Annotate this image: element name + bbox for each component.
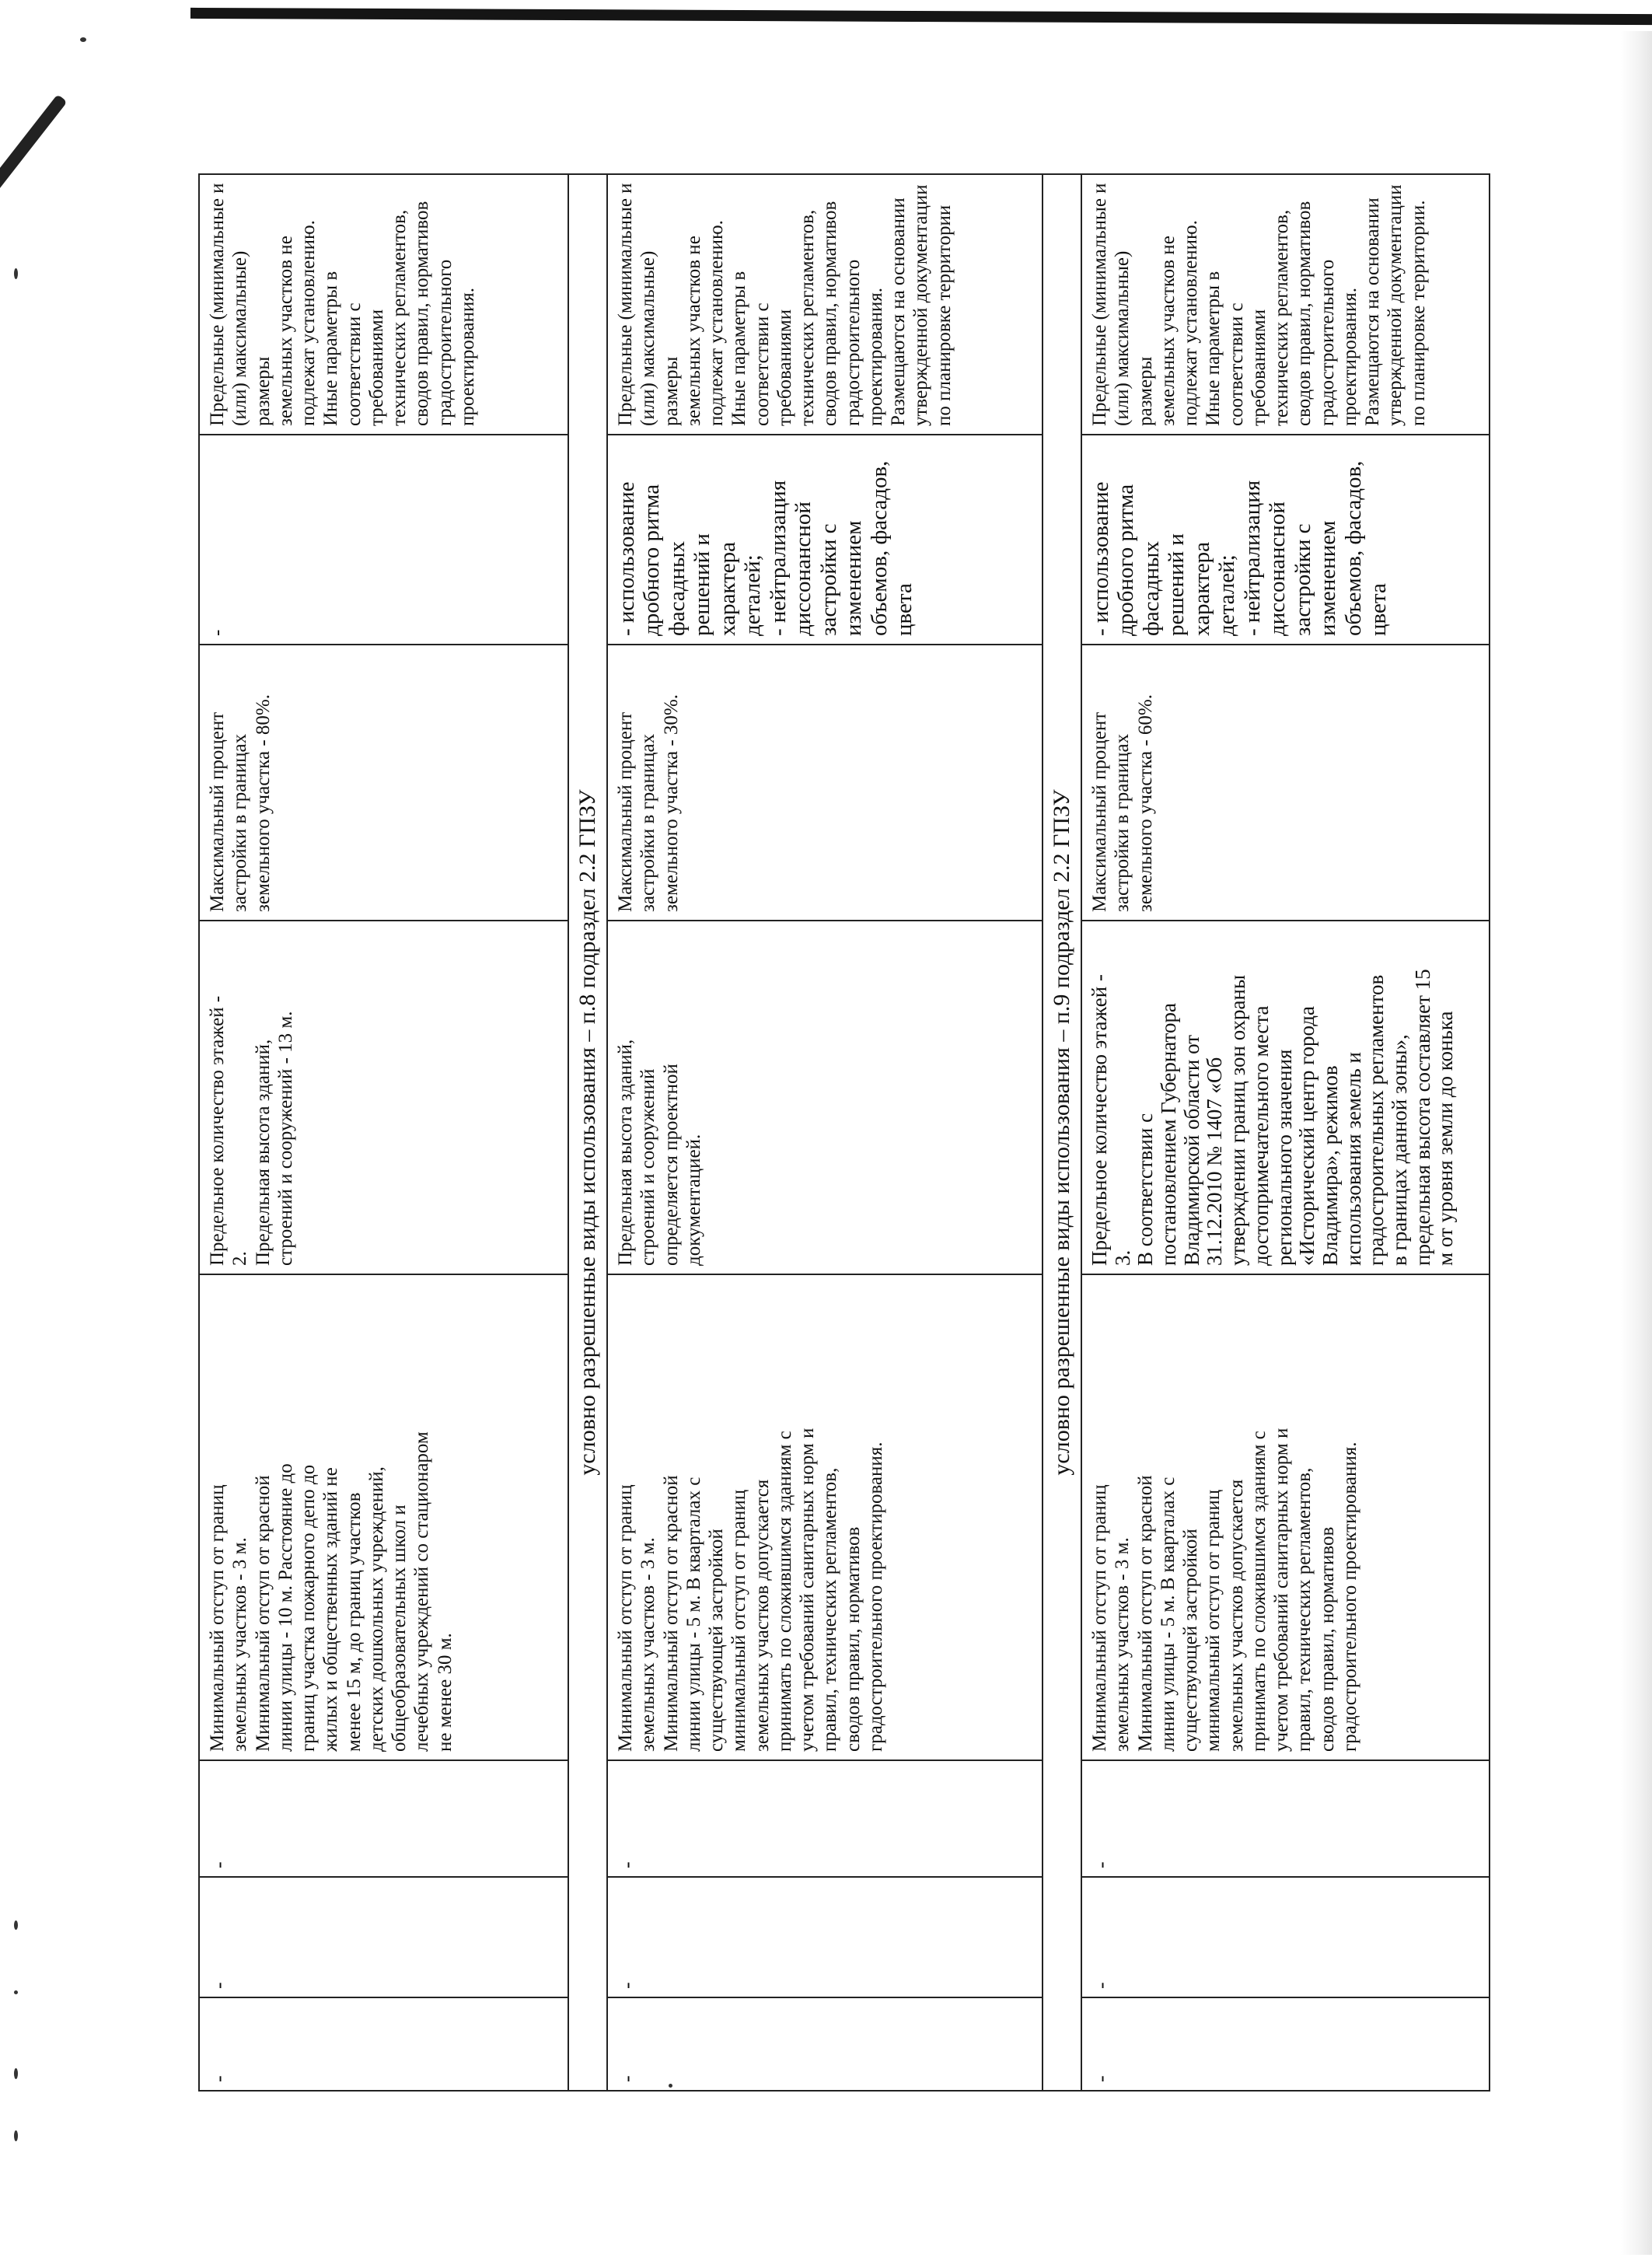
table-cell: - xyxy=(199,1760,568,1877)
table-cell-height: Предельная высота зданий, строений и сооружений определяется проектной документацией. xyxy=(607,921,1043,1274)
table-cell: - xyxy=(199,1877,568,1997)
table-cell-height: Предельное количество этажей - 3. В соответствии с постановлением Губернатора Владимирской области от 31.12.2010 № 1407 «Об утверждении границ зон охраны достопримечательного места регионального значения «Исторический центр города Владимира», режимов использования земель и градостроительных регламентов в границах данной зоны», предельная высота составляет 15 м от уровня земли до конька xyxy=(1081,921,1490,1274)
table-cell: - xyxy=(199,1997,568,2091)
section-header-row xyxy=(568,174,607,2091)
table-cell-notes: Предельные (минимальные и (или) максимальные) размеры земельных участков не подлежат установлению. Иные параметры в соответствии с требованиями технических регламентов, сводов правил, нормативов градостроительного проектирования. xyxy=(199,174,568,435)
scan-speck xyxy=(14,268,18,279)
section-header-row xyxy=(1043,174,1081,2091)
table-row xyxy=(1081,174,1490,2091)
table-cell-architecture: - использование дробного ритма фасадных решений и характера деталей; - нейтрализация диссонансной застройки с изменением объемов, фасадов, цвета xyxy=(607,435,1043,645)
scan-speck xyxy=(14,1920,18,1930)
table-cell-coverage: Максимальный процент застройки в границах земельного участка - 80%. xyxy=(199,645,568,921)
table-cell-architecture: - xyxy=(199,435,568,645)
section-header: условно разрешенные виды использования – п.8 подраздел 2.2 ГПЗУ xyxy=(568,174,607,2091)
scan-speck xyxy=(80,37,86,42)
table-cell-setbacks: Минимальный отступ от границ земельных участков - 3 м. Минимальный отступ от красной линии улицы - 5 м. В кварталах с существующей застройкой минимальный отступ от границ земельных участков допускается принимать по сложившимся зданиям с учетом требований санитарных норм и правил, технических регламентов, сводов правил, нормативов градостроительного проектирования. xyxy=(1081,1274,1490,1760)
scan-speck xyxy=(14,2068,18,2079)
table-cell: - xyxy=(1081,1877,1490,1997)
table-cell-setbacks: Минимальный отступ от границ земельных участков - 3 м. Минимальный отступ от красной линии улицы - 5 м. В кварталах с существующей застройкой минимальный отступ от границ земельных участков допускается принимать по сложившимся зданиям с учетом требований санитарных норм и правил, технических регламентов, сводов правил, нормативов градостроительного проектирования. xyxy=(607,1274,1043,1760)
table-cell: - xyxy=(1081,1760,1490,1877)
table-cell-height: Предельное количество этажей - 2. Предельная высота зданий, строений и сооружений - 13 м. xyxy=(199,921,568,1274)
section-header: условно разрешенные виды использования – п.9 подраздел 2.2 ГПЗУ xyxy=(1043,174,1081,2091)
scan-speck xyxy=(14,1990,18,1994)
table-row xyxy=(607,174,1043,2091)
table-cell-notes: Предельные (минимальные и (или) максимальные) размеры земельных участков не подлежат установлению. Иные параметры в соответствии с требованиями технических регламентов, сводов правил, нормативов градостроительного проектирования. Размещаются на основании утвержденной документации по планировке территории. xyxy=(1081,174,1490,435)
table-cell: - xyxy=(1081,1997,1490,2091)
parameters-table xyxy=(198,173,1490,2092)
table-cell-coverage: Максимальный процент застройки в границах земельного участка - 60%. xyxy=(1081,645,1490,921)
scan-speck xyxy=(14,2130,18,2141)
rotated-document xyxy=(198,175,1489,2092)
scan-mark xyxy=(0,94,68,206)
scan-edge-shadow xyxy=(1621,31,1652,2255)
table-row xyxy=(199,174,568,2091)
table-cell-setbacks: Минимальный отступ от границ земельных участков - 3 м. Минимальный отступ от красной линии улицы - 10 м. Расстояние до границ участка пожарного депо до жилых и общественных зданий не менее 15 м, до границ участков детских дошкольных учреждений, общеобразовательных школ и лечебных учреждений со стационаром не менее 30 м. xyxy=(199,1274,568,1760)
scan-border-line xyxy=(190,8,1652,25)
table-cell: - xyxy=(607,1877,1043,1997)
table-cell: - xyxy=(607,1760,1043,1877)
table-cell: - xyxy=(607,1997,1043,2091)
table-cell-coverage: Максимальный процент застройки в границах земельного участка - 30%. xyxy=(607,645,1043,921)
table-cell-architecture: - использование дробного ритма фасадных решений и характера деталей; - нейтрализация диссонансной застройки с изменением объемов, фасадов, цвета xyxy=(1081,435,1490,645)
table-cell-notes: Предельные (минимальные и (или) максимальные) размеры земельных участков не подлежат установлению. Иные параметры в соответствии с требованиями технических регламентов, сводов правил, нормативов градостроительного проектирования. Размещаются на основании утвержденной документации по планировке территории xyxy=(607,174,1043,435)
